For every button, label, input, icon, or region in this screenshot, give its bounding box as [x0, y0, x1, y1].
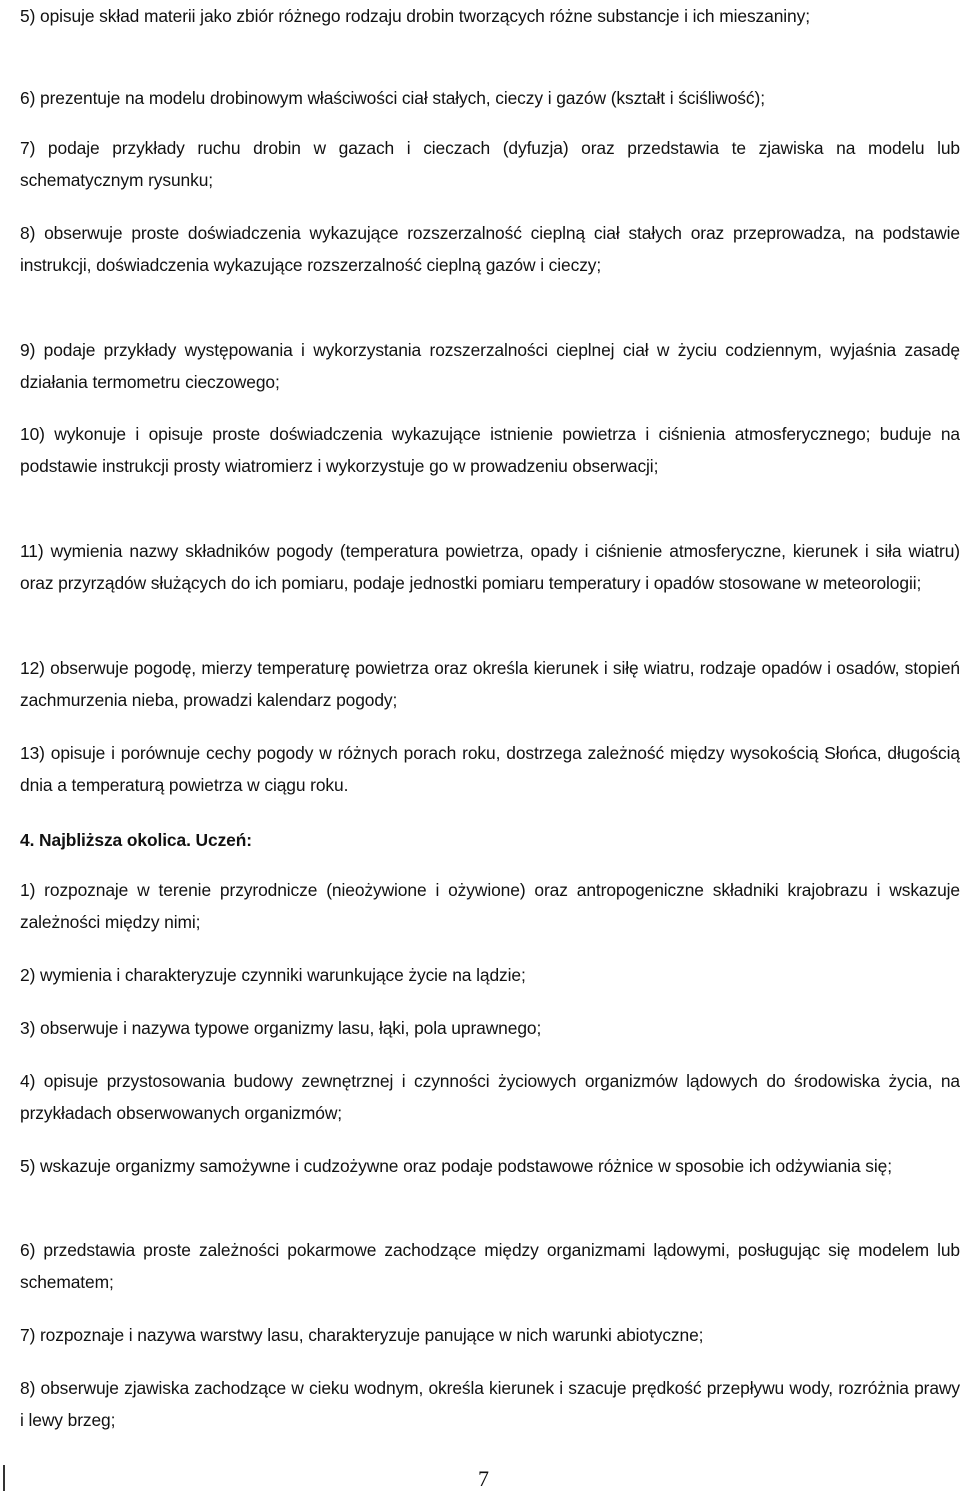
list-item: 12) obserwuje pogodę, mierzy temperaturę powietrza oraz określa kierunek i siłę wiatru, rodzaje opadów i osadów, stopień zachmurzenia nieba, prowadzi kalendarz pogody;: [20, 658, 960, 710]
list-item: 5) opisuje skład materii jako zbiór różnego rodzaju drobin tworzących różne substancje i ich mieszaniny;: [20, 6, 810, 26]
list-item: 11) wymienia nazwy składników pogody (temperatura powietrza, opady i ciśnienie atmosferyczne, kierunek i siła wiatru) oraz przyrządów służących do ich pomiaru, podaje jednostki pomiaru temperatury i opadów stosowane w meteorologii;: [20, 541, 960, 593]
list-item: 3) obserwuje i nazywa typowe organizmy lasu, łąki, pola uprawnego;: [20, 1018, 542, 1038]
list-item: 13) opisuje i porównuje cechy pogody w różnych porach roku, dostrzega zależność między wysokością Słońca, długością dnia a temperaturą powietrza w ciągu roku.: [20, 743, 960, 795]
list-item: 8) obserwuje zjawiska zachodzące w cieku wodnym, określa kierunek i szacuje prędkość przepływu wody, rozróżnia prawy i lewy brzeg;: [20, 1378, 960, 1430]
list-item: 6) przedstawia proste zależności pokarmowe zachodzące między organizmami lądowymi, posługując się modelem lub schematem;: [20, 1240, 960, 1292]
list-item: 6) prezentuje na modelu drobinowym właściwości ciał stałych, cieczy i gazów (kształt i ściśliwość);: [20, 88, 765, 108]
list-item: 10) wykonuje i opisuje proste doświadczenia wykazujące istnienie powietrza i ciśnienia atmosferycznego; buduje na podstawie instrukcji prosty wiatromierz i wykorzystuje go w prowadzeniu obserwacji;: [20, 424, 960, 476]
list-item: 1) rozpoznaje w terenie przyrodnicze (nieożywione i ożywione) oraz antropogeniczne składniki krajobrazu i wskazuje zależności między nimi;: [20, 880, 960, 932]
list-item: 7) rozpoznaje i nazywa warstwy lasu, charakteryzuje panujące w nich warunki abiotyczne;: [20, 1325, 704, 1345]
list-item: 5) wskazuje organizmy samożywne i cudzożywne oraz podaje podstawowe różnice w sposobie ich odżywiania się;: [20, 1156, 892, 1176]
list-item: 2) wymienia i charakteryzuje czynniki warunkujące życie na lądzie;: [20, 965, 526, 985]
page-number: 7: [478, 1466, 489, 1491]
margin-mark: [3, 1465, 5, 1491]
section-heading: 4. Najbliższa okolica. Uczeń:: [20, 830, 252, 850]
list-item: 8) obserwuje proste doświadczenia wykazujące rozszerzalność cieplną ciał stałych oraz przeprowadza, na podstawie instrukcji, doświadczenia wykazujące rozszerzalność cieplną gazów i cieczy;: [20, 223, 960, 275]
list-item: 9) podaje przykłady występowania i wykorzystania rozszerzalności cieplnej ciał w życiu codziennym, wyjaśnia zasadę działania termometru cieczowego;: [20, 340, 960, 392]
list-item: 7) podaje przykłady ruchu drobin w gazach i cieczach (dyfuzja) oraz przedstawia te zjawiska na modelu lub schematycznym rysunku;: [20, 138, 960, 190]
list-item: 4) opisuje przystosowania budowy zewnętrznej i czynności życiowych organizmów lądowych do środowiska życia, na przykładach obserwowanych organizmów;: [20, 1071, 960, 1123]
